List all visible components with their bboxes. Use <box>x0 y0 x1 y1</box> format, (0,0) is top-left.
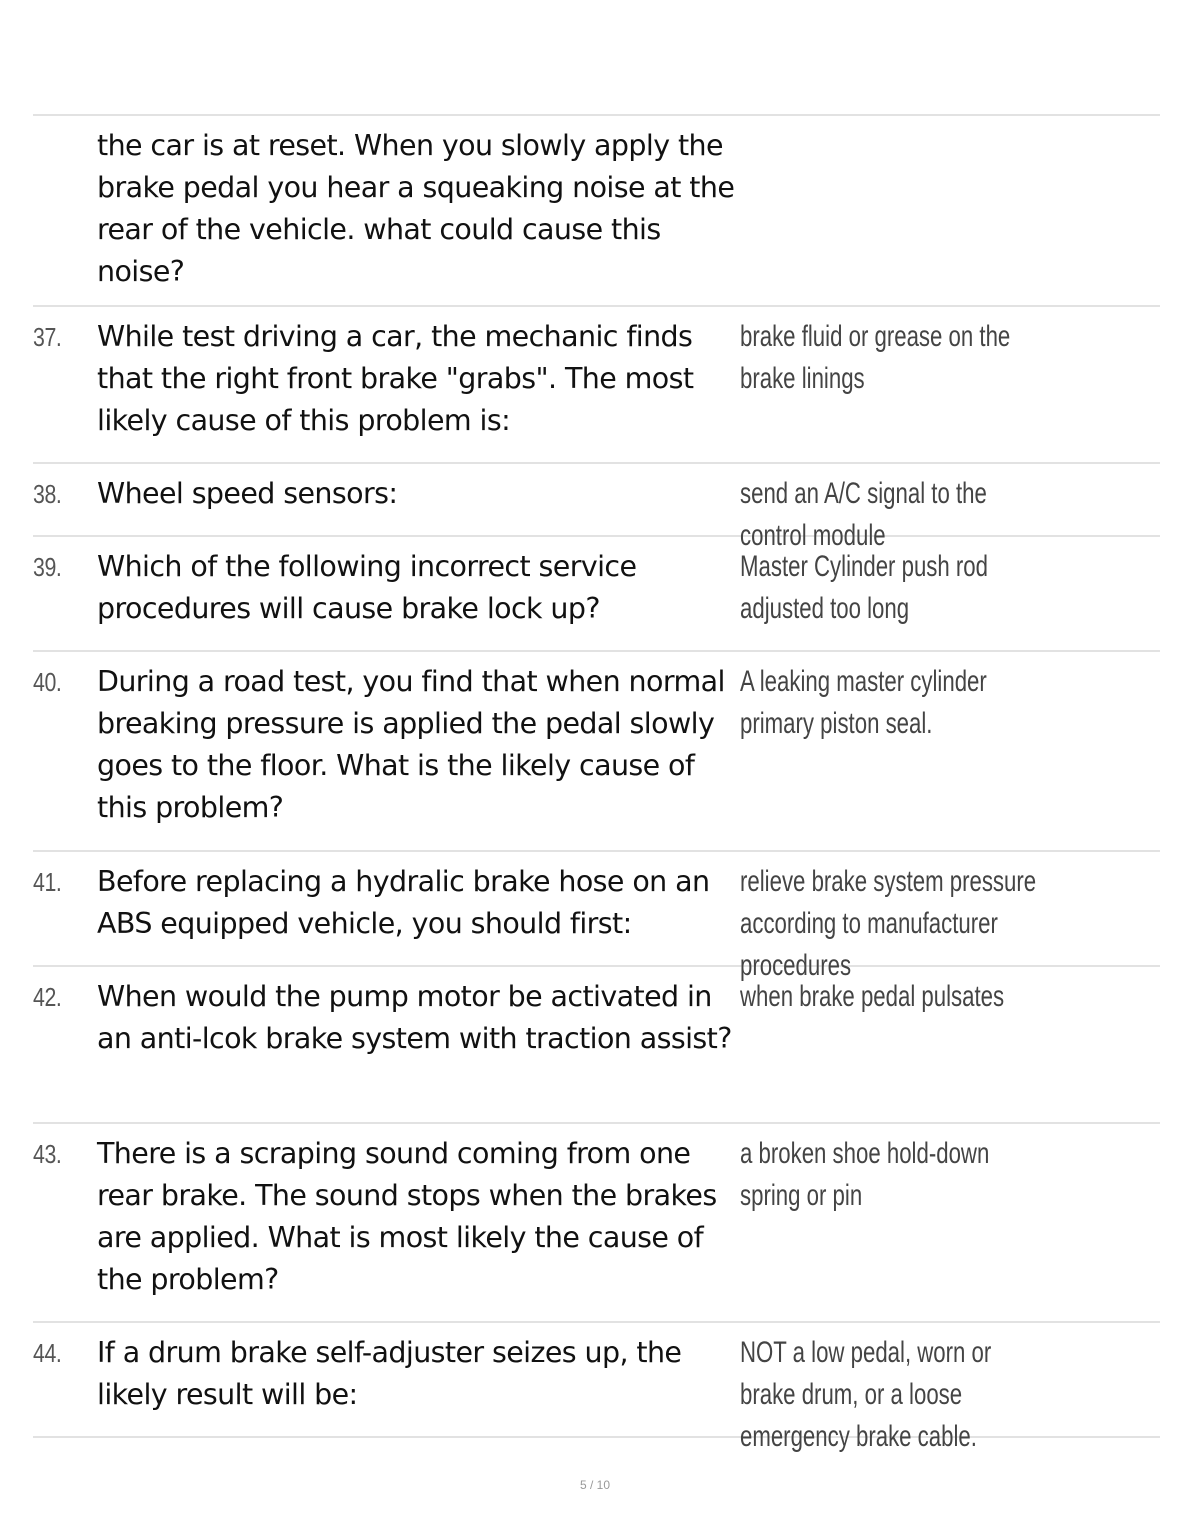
card-term: If a drum brake self-adjuster seizes up, the likely result will be: <box>97 1336 682 1411</box>
card-definition: brake fluid or grease on the brake linings <box>740 320 1011 395</box>
card-number: 39. <box>33 552 62 582</box>
flashcard-row <box>33 464 1160 552</box>
card-term: Before replacing a hydralic brake hose on an ABS equipped vehicle, you should first: <box>97 865 710 940</box>
card-number: 41. <box>33 867 62 897</box>
card-number: 44. <box>33 1338 62 1368</box>
card-term: When would the pump motor be activated in an anti-lcok brake system with traction assist? <box>97 980 732 1055</box>
flashcard-row <box>33 116 1160 307</box>
flashcard-row <box>33 537 1160 652</box>
flashcard-row <box>33 652 1160 852</box>
page-number: 5 / 10 <box>579 1478 611 1492</box>
card-definition: NOT a low pedal, worn or brake drum, or a loose emergency brake cable. <box>740 1336 992 1453</box>
card-definition: when brake pedal pulsates <box>740 980 1005 1013</box>
card-term: the car is at reset. When you slowly apply the brake pedal you hear a squeaking noise at the rear of the vehicle. what could cause this noise? <box>97 129 735 288</box>
flashcard-row <box>33 1124 1160 1323</box>
flashcard-list <box>33 114 1160 1453</box>
card-number: 43. <box>33 1139 62 1169</box>
card-definition <box>740 125 1051 305</box>
card-number: 38. <box>33 479 62 509</box>
card-number <box>33 125 85 305</box>
card-number: 42. <box>33 982 62 1012</box>
card-definition: Master Cylinder push rod adjusted too long <box>740 550 989 625</box>
card-term: During a road test, you find that when normal breaking pressure is applied the pedal slowly goes to the floor. What is the likely cause of this problem? <box>97 665 725 824</box>
card-definition: A leaking master cylinder primary piston seal. <box>740 665 987 740</box>
card-number: 40. <box>33 667 62 697</box>
card-definition: send an A/C signal to the control module <box>740 477 987 552</box>
card-term: Which of the following incorrect service procedures will cause brake lock up? <box>97 550 637 625</box>
card-number: 37. <box>33 322 62 352</box>
card-term: There is a scraping sound coming from one rear brake. The sound stops when the brakes are applied. What is most likely the cause of the problem? <box>97 1137 717 1296</box>
card-definition: a broken shoe hold-down spring or pin <box>740 1137 990 1212</box>
flashcard-row <box>33 307 1160 464</box>
card-term: Wheel speed sensors: <box>97 477 398 510</box>
flashcard-row <box>33 852 1160 982</box>
card-definition: relieve brake system pressure according to manufacturer procedures <box>740 865 1037 982</box>
flashcard-row <box>33 967 1160 1124</box>
card-term: While test driving a car, the mechanic finds that the right front brake "grabs". The most likely cause of this problem is: <box>97 320 694 437</box>
flashcard-row <box>33 1323 1160 1453</box>
